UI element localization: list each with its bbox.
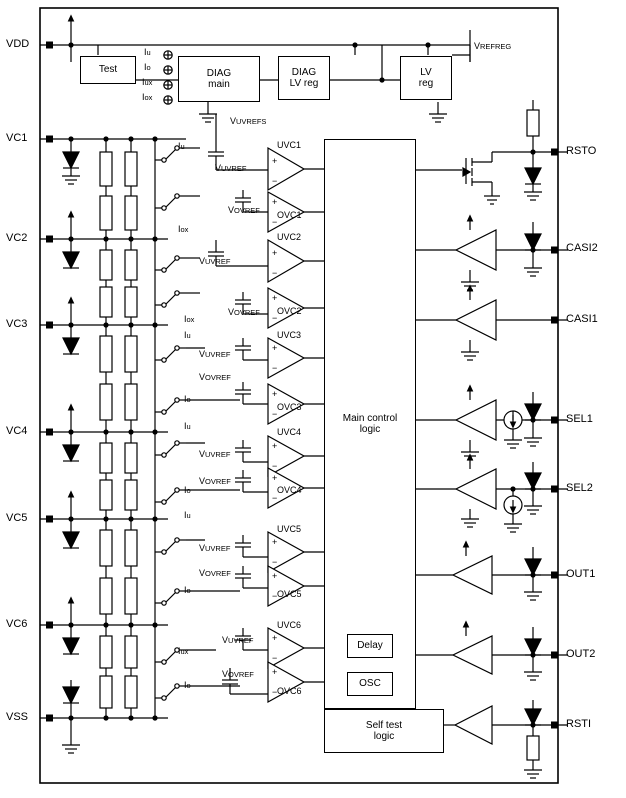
pin-label-vss: VSS: [6, 711, 29, 723]
pin-label-vdd: VDD: [6, 38, 30, 50]
block-main-control-logic[interactable]: [324, 139, 416, 709]
ref-label-vovref-1: VOVREF: [228, 205, 260, 215]
block-lv-reg[interactable]: [400, 56, 452, 100]
svg-text:−: −: [272, 557, 278, 567]
ref-label-vovref-2: VOVREF: [228, 307, 260, 317]
block-lv-reg-label: LV reg: [418, 66, 434, 89]
block-main-control-logic-label: Main control logic: [342, 412, 398, 435]
current-label-iox-2: Iox: [184, 314, 195, 324]
current-label-iox-diag: Iox: [142, 92, 153, 102]
comparator-label-uvc4: UVC4: [277, 427, 302, 437]
svg-text:−: −: [272, 591, 278, 601]
pin-label-rsto: RSTO: [566, 145, 597, 157]
pin-label-vc2: VC2: [6, 232, 28, 244]
svg-text:−: −: [272, 268, 278, 278]
ref-label-vuvref-6: VUVREF: [222, 635, 254, 645]
svg-text:+: +: [272, 571, 278, 581]
current-label-iu-1: Iu: [178, 141, 185, 151]
pin-label-vc5: VC5: [6, 512, 28, 524]
comparator-label-uvc5: UVC5: [277, 524, 302, 534]
comparator-label-uvc2: UVC2: [277, 232, 302, 242]
svg-text:−: −: [272, 313, 278, 323]
block-test[interactable]: [80, 56, 136, 84]
pin-label-sel2: SEL2: [566, 482, 593, 494]
ref-label-vrefreg: VREFREG: [474, 41, 512, 51]
svg-text:+: +: [272, 473, 278, 483]
current-label-iu-4: Iu: [184, 421, 191, 431]
ref-label-vuvref-4: VUVREF: [199, 449, 231, 459]
pin-label-casi2: CASI2: [566, 242, 598, 254]
current-label-io-5: Io: [184, 585, 191, 595]
ref-label-vovref-4: VOVREF: [199, 476, 231, 486]
ref-label-vuvrefs: VUVREFS: [230, 116, 267, 126]
svg-text:+: +: [272, 343, 278, 353]
block-diag-main[interactable]: [178, 56, 260, 102]
ref-label-vuvref-2: VUVREF: [199, 256, 231, 266]
current-label-iux-diag: Iux: [142, 77, 153, 87]
current-label-io-3: Io: [184, 394, 191, 404]
block-self-test-logic-label: Self test logic: [365, 719, 403, 742]
block-diag-lv-reg-label: DIAG LV reg: [289, 66, 319, 89]
svg-text:+: +: [272, 537, 278, 547]
current-label-io-4: Io: [184, 485, 191, 495]
svg-text:−: −: [272, 687, 278, 697]
svg-text:+: +: [272, 293, 278, 303]
current-label-iu-5: Iu: [184, 510, 191, 520]
svg-text:−: −: [272, 653, 278, 663]
current-label-io-6: Io: [184, 680, 191, 690]
pin-label-sel1: SEL1: [566, 413, 593, 425]
svg-text:−: −: [272, 409, 278, 419]
ref-label-vuvref-1: VUVREF: [215, 163, 247, 173]
svg-text:−: −: [272, 217, 278, 227]
block-osc-label: OSC: [359, 678, 381, 690]
block-delay-label: Delay: [357, 640, 383, 652]
ref-label-vovref-3: VOVREF: [199, 372, 231, 382]
pin-label-vc3: VC3: [6, 318, 28, 330]
comparator-label-ovc6: OVC6: [277, 686, 302, 696]
comparator-label-ovc3: OVC3: [277, 402, 302, 412]
pin-label-out2: OUT2: [566, 648, 596, 660]
block-diag-main-label: DIAG main: [206, 67, 232, 90]
ref-label-vuvref-5: VUVREF: [199, 543, 231, 553]
svg-text:+: +: [272, 156, 278, 166]
pin-label-vc4: VC4: [6, 425, 28, 437]
comparator-label-uvc6: UVC6: [277, 620, 302, 630]
svg-text:+: +: [272, 667, 278, 677]
svg-text:−: −: [272, 461, 278, 471]
block-osc[interactable]: [347, 672, 393, 696]
svg-text:−: −: [272, 493, 278, 503]
block-test-label: Test: [98, 64, 118, 76]
svg-text:+: +: [272, 197, 278, 207]
svg-text:−: −: [272, 176, 278, 186]
current-label-iox-1: Iox: [178, 224, 189, 234]
pin-label-out1: OUT1: [566, 568, 596, 580]
comparator-label-ovc1: OVC1: [277, 210, 302, 220]
ref-label-vuvref-3: VUVREF: [199, 349, 231, 359]
svg-text:+: +: [272, 633, 278, 643]
comparator-label-ovc4: OVC4: [277, 485, 302, 495]
pin-label-casi1: CASI1: [566, 313, 598, 325]
current-label-iu-diag: Iu: [144, 47, 151, 57]
current-label-iu-3: Iu: [184, 330, 191, 340]
current-label-io-diag: Io: [144, 62, 151, 72]
block-delay[interactable]: [347, 634, 393, 658]
comparator-label-uvc1: UVC1: [277, 140, 302, 150]
pin-label-rsti: RSTI: [566, 718, 592, 730]
comparator-label-ovc2: OVC2: [277, 306, 302, 316]
ref-label-vovref-5: VOVREF: [199, 568, 231, 578]
current-label-iux-6: Iux: [178, 646, 189, 656]
block-diag-lv-reg[interactable]: [278, 56, 330, 100]
svg-text:+: +: [272, 441, 278, 451]
comparator-label-uvc3: UVC3: [277, 330, 302, 340]
comparator-label-ovc5: OVC5: [277, 589, 302, 599]
pin-label-vc6: VC6: [6, 618, 28, 630]
ref-label-vovref-6: VOVREF: [222, 669, 254, 679]
pin-label-vc1: VC1: [6, 132, 28, 144]
svg-text:+: +: [272, 389, 278, 399]
block-self-test-logic[interactable]: [324, 709, 444, 753]
svg-text:−: −: [272, 363, 278, 373]
svg-text:+: +: [272, 248, 278, 258]
